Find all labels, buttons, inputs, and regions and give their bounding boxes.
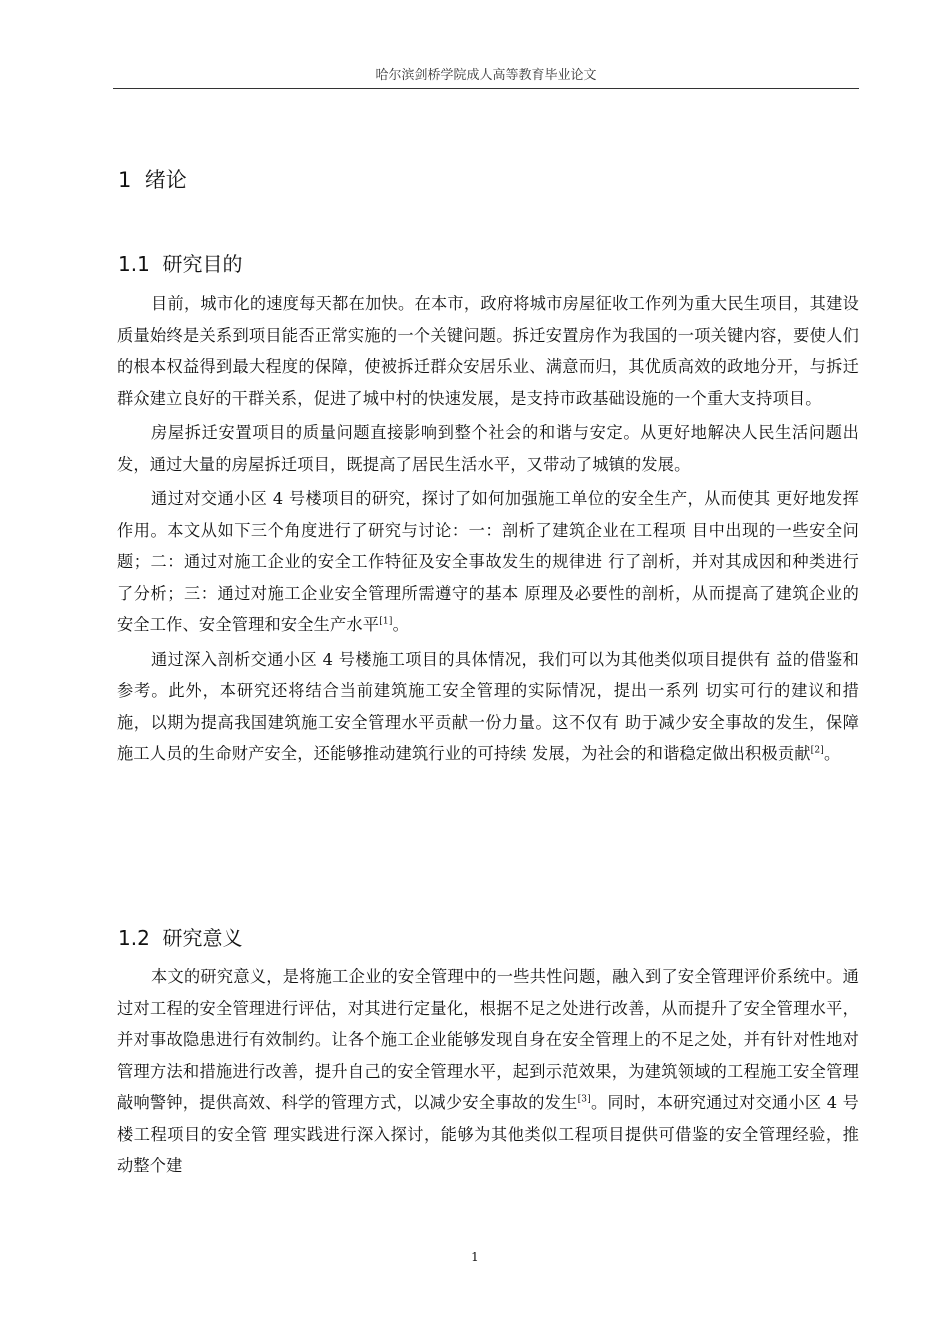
section-body-1-1 (117, 288, 859, 773)
paragraph: 目前，城市化的速度每天都在加快。在本市，政府将城市房屋征收工作列为重大民生项目，其建设质量始终是关系到项目能否正常实施的一个关键问题。拆迁安置房作为我国的一项关键内容，要使人们的根本权益得到最大程度的保障，使被拆迁群众安居乐业、满意而归，其优质高效的政地分开，与拆迁群众建立良好的干群关系，促进了城中村的快速发展，是支持市政基础设施的一个重大支持项目。 (117, 294, 859, 408)
citation: [2] (810, 745, 824, 756)
chapter-title: 绪论 (144, 168, 187, 192)
citation: [1] (379, 616, 393, 627)
chapter-number: 1 (118, 168, 132, 192)
page-number: 1 (471, 1250, 479, 1264)
paragraph: 本文的研究意义，是将施工企业的安全管理中的一些共性问题，融入到了安全管理评价系统中。通过对工程的安全管理进行评估，对其进行定量化，根据不足之处进行改善，从而提升了安全管理水平，并对事故隐患进行有效制约。让各个施工企业能够发现自身在安全管理上的不足之处，并有针对性地对管理方法和措施进行改善，提升自己的安全管理水平，起到示范效果，为建筑领域的工程施工安全管理敲响警钟，提供高效、科学的管理方式，以减少安全事故的发生[3]。同时，本研究通过对交通小区 4 号楼工程项目的安全管 理实践进行深入探讨，能够为其他类似工程项目提供可借鉴的安全管理经验，推动整个建 (117, 967, 859, 1175)
paragraph: 通过对交通小区 4 号楼项目的研究，探讨了如何加强施工单位的安全生产，从而使其 更好地发挥作用。本文从如下三个角度进行了研究与讨论：一：剖析了建筑企业在工程项 目中出现的一些安全问题；二：通过对施工企业的安全工作特征及安全事故发生的规律进 行了剖析，并对其成因和种类进行了分析；三：通过对施工企业安全管理所需遵守的基本 原理及必要性的剖析，从而提高了建筑企业的安全工作、安全管理和安全生产水平[1]。 (117, 489, 859, 634)
section-heading-1-1 (118, 248, 243, 277)
section-title: 研究目的 (162, 252, 243, 276)
paragraph: 房屋拆迁安置项目的质量问题直接影响到整个社会的和谐与安定。从更好地解决人民生活问题出发，通过大量的房屋拆迁项目，既提高了居民生活水平，又带动了城镇的发展。 (117, 423, 859, 474)
header-rule (113, 88, 859, 89)
section-body-1-2 (117, 961, 859, 1185)
section-number: 1.1 (118, 252, 150, 276)
running-header: 哈尔滨剑桥学院成人高等教育毕业论文 (375, 68, 597, 83)
section-heading-1-2 (118, 922, 243, 951)
paragraph: 通过深入剖析交通小区 4 号楼施工项目的具体情况，我们可以为其他类似项目提供有 益的借鉴和参考。此外，本研究还将结合当前建筑施工安全管理的实际情况，提出一系列 切实可行的建议和措施，以期为提高我国建筑施工安全管理水平贡献一份力量。这不仅有 助于减少安全事故的发生，保障施工人员的生命财产安全，还能够推动建筑行业的可持续 发展，为社会的和谐稳定做出积极贡献[2]。 (117, 649, 859, 763)
section-number: 1.2 (118, 926, 150, 950)
section-title: 研究意义 (162, 926, 243, 950)
citation: [3] (577, 1094, 591, 1105)
chapter-heading (118, 164, 187, 194)
